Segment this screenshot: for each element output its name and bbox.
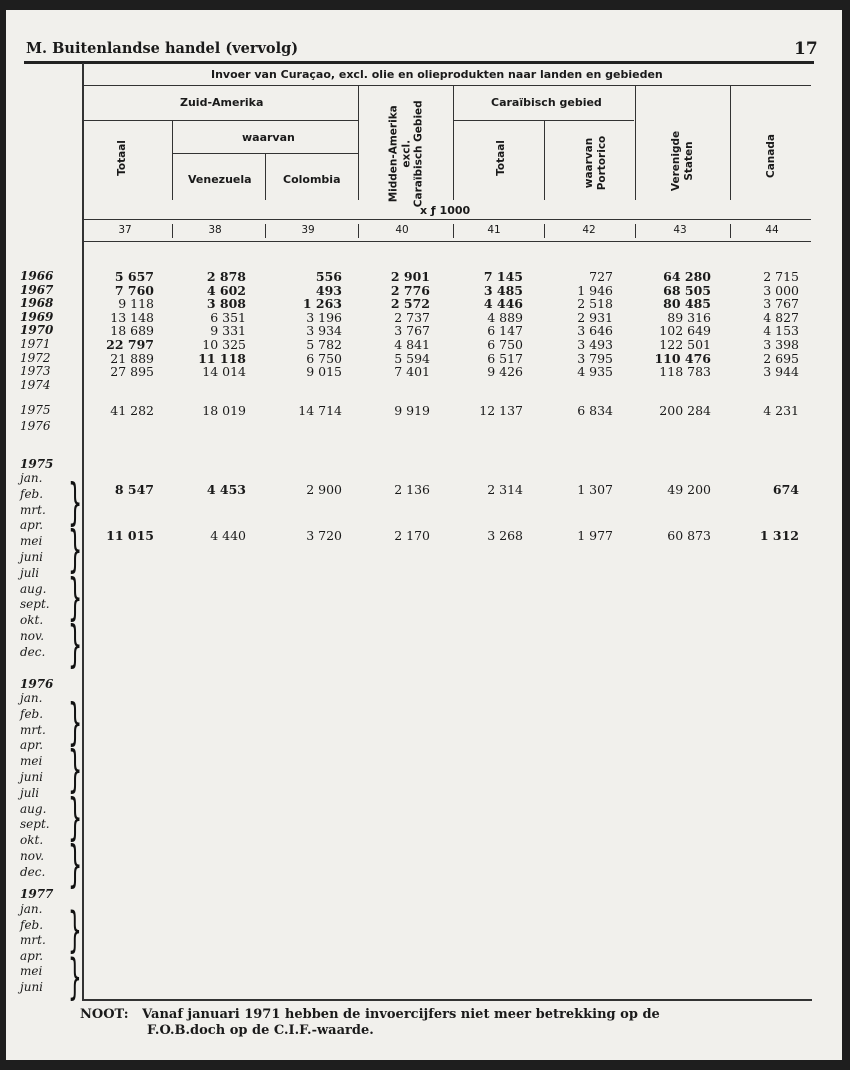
- col-sep-3: [358, 85, 359, 200]
- table-cell: 4 935: [577, 364, 613, 380]
- table-cell: 13 148: [110, 309, 154, 325]
- quarter-cell: 4 440: [210, 528, 246, 543]
- group-waarvan: waarvan: [242, 131, 295, 144]
- colnum-sep-3: [358, 224, 359, 238]
- month-label: jan.: [20, 902, 43, 916]
- quarter-cell: 3 268: [487, 528, 523, 543]
- table-cell: 2 572: [390, 296, 430, 312]
- month-label: juni: [20, 979, 44, 994]
- table-cell: 3 485: [483, 282, 523, 298]
- year-label-1977: 1977: [20, 887, 54, 901]
- table-cell: 6 750: [306, 350, 342, 366]
- table-cell: 727: [589, 269, 613, 284]
- col-sep-4: [453, 85, 454, 200]
- col-portorico-line-1: waarvan: [583, 137, 595, 189]
- table-cell: 4 889: [487, 309, 523, 325]
- group-caraibisch: Caraïbisch gebied: [491, 96, 602, 109]
- month-label: aug.: [20, 801, 47, 816]
- quarter-cell: 674: [772, 482, 799, 497]
- col-midden-line-1: Midden-Amerika: [387, 105, 400, 203]
- month-label: apr.: [20, 738, 44, 753]
- month-label: jan.: [20, 471, 43, 485]
- year-label: 1971: [20, 337, 51, 351]
- table-cell: 4 446: [483, 296, 523, 312]
- month-label: apr.: [20, 948, 44, 963]
- table-cell: 1 946: [577, 282, 613, 298]
- table-cell: 6 351: [210, 309, 246, 325]
- quarter-brace: }: [68, 787, 83, 846]
- quarter-brace: }: [68, 520, 83, 579]
- col-canada: Canada: [765, 134, 777, 178]
- table-cell: 2 715: [763, 269, 799, 284]
- month-label: sept.: [20, 817, 50, 832]
- month-label: mei: [20, 754, 43, 769]
- table-cell: 1 263: [302, 296, 342, 312]
- month-label: feb.: [20, 917, 44, 932]
- table-cell: 3 493: [577, 337, 613, 352]
- table-cell: 5 782: [306, 337, 342, 352]
- table-cell: 4 153: [763, 323, 799, 339]
- table-cell: 9 426: [487, 364, 523, 380]
- table-cell: 80 485: [663, 296, 711, 312]
- table-cell: 3 934: [306, 323, 342, 339]
- year-label: 1974: [20, 377, 51, 392]
- footnote: [80, 1007, 660, 1039]
- quarter-brace: }: [68, 902, 82, 958]
- table-cell: 2 776: [390, 282, 430, 298]
- col-portorico: [583, 123, 609, 203]
- col-portorico-line-2: Portorico: [596, 135, 608, 191]
- col-sep-1: [172, 120, 173, 200]
- table-cell: 6 750: [487, 337, 523, 352]
- table-cell: 6 517: [487, 350, 523, 366]
- table-cell: 11 118: [198, 350, 246, 366]
- quarter-cell: 3 720: [306, 528, 342, 543]
- zuid-divider: [84, 120, 358, 121]
- table-cell: 18 689: [110, 323, 154, 339]
- month-label: okt.: [20, 833, 44, 848]
- table-cell: 6 834: [577, 403, 613, 418]
- page-title: M. Buitenlandse handel (vervolg): [26, 40, 299, 57]
- quarter-cell: 1 307: [577, 482, 613, 497]
- quarter-cell: 11 015: [106, 528, 154, 543]
- table-cell: 5 657: [114, 269, 154, 284]
- table-cell: 4 827: [763, 309, 799, 325]
- quarter-cell: 2 314: [487, 482, 523, 497]
- year-label: 1967: [20, 282, 54, 297]
- year-label: 1968: [20, 296, 54, 311]
- note-label: NOOT:: [80, 1007, 129, 1022]
- table-cell: 64 280: [663, 269, 711, 284]
- month-label: juli: [20, 785, 40, 800]
- table-cell: 102 649: [659, 323, 711, 339]
- table-cell: 9 919: [394, 403, 430, 418]
- col-totaal: Totaal: [116, 140, 128, 176]
- table-cell: 18 019: [202, 403, 246, 418]
- main-header: Invoer van Curaçao, excl. olie en olieprodukten naar landen en gebieden: [211, 68, 663, 81]
- col-verenigde-staten: [670, 121, 696, 201]
- col-sep-5: [544, 120, 545, 200]
- column-number: 39: [301, 224, 315, 236]
- year-label: 1973: [20, 364, 51, 379]
- month-label: mei: [20, 534, 43, 549]
- table-cell: 7 145: [483, 269, 523, 284]
- month-label: nov.: [20, 849, 45, 863]
- table-cell: 14 014: [202, 364, 246, 380]
- month-label: feb.: [20, 706, 44, 721]
- month-label: mrt.: [20, 722, 46, 737]
- table-cell: 22 797: [106, 337, 154, 352]
- month-label: sept.: [20, 597, 50, 612]
- quarter-cell: 2 136: [394, 482, 430, 497]
- month-label: juni: [20, 550, 44, 564]
- month-label: dec.: [20, 864, 46, 879]
- quarter-brace: }: [68, 835, 83, 894]
- year-label: 1970: [20, 323, 54, 338]
- column-number: 38: [208, 224, 222, 236]
- col-vs-line-1: Verenigde: [670, 130, 682, 192]
- table-cell: 2 931: [577, 309, 613, 325]
- quarter-brace: }: [68, 692, 83, 751]
- col-sep-6: [635, 85, 636, 200]
- column-number: 44: [765, 224, 779, 236]
- table-cell: 3 767: [763, 296, 799, 312]
- header-divider: [84, 85, 811, 86]
- colnum-sep-2: [265, 224, 266, 238]
- table-cell: 10 325: [202, 337, 246, 352]
- table-cell: 2 878: [206, 269, 246, 284]
- col-midden-line-3: Caraïbisch Gebied: [412, 100, 425, 208]
- note-line-2: F.O.B.doch op de C.I.F.-waarde.: [147, 1023, 374, 1038]
- month-label: feb.: [20, 486, 44, 501]
- col-venezuela: Venezuela: [188, 173, 252, 186]
- year-label: 1969: [20, 309, 54, 324]
- table-cell: 3 944: [763, 364, 799, 380]
- table-cell: 493: [315, 282, 342, 298]
- colnum-sep-6: [635, 224, 636, 238]
- table-cell: 200 284: [659, 403, 711, 418]
- colnum-sep-7: [730, 224, 731, 238]
- quarter-cell: 1 977: [577, 528, 613, 543]
- table-cell: 3 196: [306, 309, 342, 325]
- colnum-sep-4: [453, 224, 454, 238]
- table-cell: 2 737: [394, 309, 430, 325]
- header-rule: [24, 61, 814, 64]
- month-label: mrt.: [20, 933, 46, 947]
- year-label: 1975: [20, 403, 51, 417]
- table-bottom-rule: [82, 999, 812, 1001]
- table-cell: 3 767: [394, 323, 430, 339]
- table-cell: 3 398: [763, 337, 799, 352]
- table-cell: 3 000: [763, 282, 799, 298]
- unit-label: x ƒ 1000: [420, 204, 471, 217]
- quarter-cell: 2 900: [306, 482, 342, 497]
- col-midden-amerika: [387, 84, 425, 224]
- table-cell: 27 895: [110, 364, 154, 380]
- quarter-brace: }: [68, 567, 83, 626]
- table-cell: 41 282: [110, 403, 154, 418]
- quarter-brace: }: [68, 472, 83, 531]
- table-cell: 9 118: [118, 296, 154, 312]
- month-label: nov.: [20, 629, 45, 643]
- year-label-1976: 1976: [20, 677, 54, 691]
- month-label: aug.: [20, 581, 47, 596]
- month-label: apr.: [20, 518, 44, 533]
- table-cell: 7 760: [114, 282, 154, 298]
- month-label: juni: [20, 770, 44, 784]
- table-cell: 3 795: [577, 350, 613, 366]
- year-label: 1976: [20, 419, 51, 433]
- month-label: mrt.: [20, 502, 46, 517]
- table-cell: 2 695: [763, 350, 799, 366]
- quarter-cell: 4 453: [206, 482, 246, 497]
- col-midden-line-2: excl.: [399, 139, 412, 168]
- quarter-brace: }: [68, 948, 82, 1005]
- col-totaal-2: Totaal: [495, 140, 507, 176]
- col-vs-line-2: Staten: [683, 141, 695, 181]
- column-number: 37: [118, 224, 132, 236]
- table-cell: 4 841: [394, 337, 430, 352]
- table-cell: 7 401: [394, 364, 430, 380]
- table-cell: 89 316: [667, 309, 711, 325]
- quarter-cell: 1 312: [759, 528, 799, 543]
- colnum-sep-5: [544, 224, 545, 238]
- quarter-cell: 49 200: [667, 482, 711, 497]
- colnum-top-rule: [84, 219, 811, 220]
- table-cell: 110 476: [654, 350, 711, 366]
- table-cell: 6 147: [487, 323, 523, 339]
- year-label: 1966: [20, 269, 54, 283]
- month-label: mei: [20, 964, 43, 978]
- table-cell: 3 646: [577, 323, 613, 339]
- year-label-1975: 1975: [20, 457, 54, 471]
- table-cell: 2 518: [577, 296, 613, 312]
- table-cell: 4 231: [763, 403, 799, 418]
- col-sep-7: [730, 85, 731, 200]
- table-cell: 556: [315, 269, 342, 284]
- column-number: 41: [487, 224, 501, 236]
- table-cell: 9 015: [306, 364, 342, 380]
- month-label: dec.: [20, 644, 46, 659]
- table-cell: 2 901: [390, 269, 430, 284]
- group-zuid-amerika: Zuid-Amerika: [180, 96, 264, 109]
- note-line-1: Vanaf januari 1971 hebben de invoercijfers niet meer betrekking op de: [142, 1007, 660, 1022]
- table-cell: 14 714: [298, 403, 342, 418]
- quarter-cell: 60 873: [667, 528, 711, 543]
- quarter-brace: }: [68, 615, 83, 674]
- year-label: 1972: [20, 350, 51, 365]
- quarter-cell: 8 547: [114, 482, 154, 497]
- table-cell: 12 137: [479, 403, 523, 418]
- page: [6, 10, 842, 1060]
- column-number: 40: [395, 224, 409, 236]
- colnum-sep-1: [172, 224, 173, 238]
- month-label: jan.: [20, 691, 43, 705]
- table-cell: 9 331: [210, 323, 246, 339]
- quarter-cell: 2 170: [394, 528, 430, 543]
- col-sep-2: [265, 153, 266, 200]
- table-cell: 5 594: [394, 350, 430, 366]
- column-number: 43: [673, 224, 687, 236]
- quarter-brace: }: [68, 740, 83, 799]
- table-cell: 21 889: [110, 350, 154, 366]
- table-cell: 122 501: [659, 337, 711, 352]
- page-number: 17: [794, 39, 818, 59]
- column-number: 42: [582, 224, 596, 236]
- table-cell: 68 505: [663, 282, 711, 298]
- table-cell: 4 602: [206, 282, 246, 298]
- month-label: okt.: [20, 613, 44, 628]
- col-colombia: Colombia: [283, 173, 341, 186]
- table-cell: 3 808: [206, 296, 246, 312]
- month-label: juli: [20, 565, 40, 580]
- colnum-bottom-rule: [84, 241, 811, 242]
- table-cell: 118 783: [659, 364, 711, 380]
